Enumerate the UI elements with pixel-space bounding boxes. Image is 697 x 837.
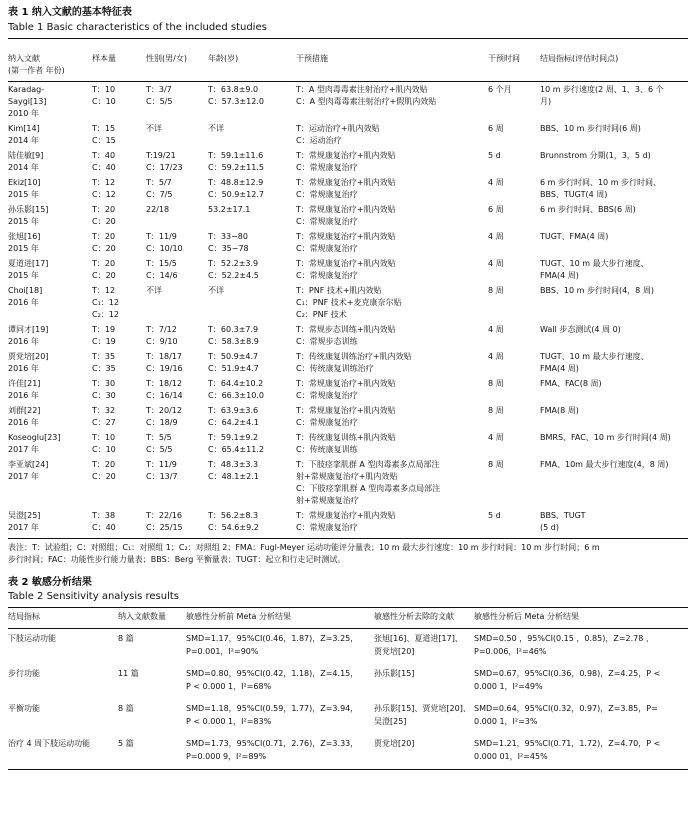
table-cell: T：10	[92, 433, 116, 442]
table-cell: T：7/12	[146, 325, 177, 334]
table-cell: C：5/5	[146, 445, 173, 454]
table-cell: Saygi[13]	[8, 97, 47, 106]
table-cell: 0.000 1，I²=3%	[474, 717, 538, 726]
table-cell: C：5/5	[146, 97, 173, 106]
table-cell: C：35	[92, 364, 116, 373]
table-cell: C：30	[92, 391, 116, 400]
table-cell: FMA(4 周)	[540, 271, 579, 280]
table-cell: SMD=0.64，95%CI(0.32，0.97)，Z=3.85，P=	[474, 704, 658, 713]
table-cell: 4 周	[488, 352, 504, 361]
table-cell: C：常规康复治疗	[296, 271, 358, 280]
table-cell: 6 周	[488, 124, 504, 133]
column-header: 结局指标	[8, 612, 40, 621]
table-cell: T：常规康复治疗+肌内效贴	[296, 232, 396, 241]
table-cell: 2010 年	[8, 109, 39, 118]
table-cell: T：18/17	[146, 352, 182, 361]
table1-header-rule	[8, 81, 688, 82]
table-cell: T：20/12	[146, 406, 182, 415]
table-cell: T：38	[92, 511, 116, 520]
table-cell: Koseoglu[23]	[8, 433, 61, 442]
table-cell: T：常规康复治疗+肌内效贴	[296, 205, 396, 214]
table-cell: 10 m 步行速度(2 周、1、3、6 个	[540, 85, 664, 94]
table-cell: P < 0.000 1，I²=83%	[186, 717, 272, 726]
table-cell: 2016 年	[8, 337, 39, 346]
table-cell: T：18/12	[146, 379, 182, 388]
table-cell: C：19/16	[146, 364, 183, 373]
table-cell: 5 d	[488, 511, 501, 520]
table1-note-line: 步行时间；FAC：功能性步行能力量表；BBS：Berg 平衡量表；TUGT：起立和行走记时测试。	[8, 555, 346, 564]
table-cell: T：50.9±4.7	[208, 352, 259, 361]
table-cell: T：20	[92, 232, 116, 241]
table-cell: TUGT、10 m 最大步行速度、	[540, 259, 649, 268]
table-cell: C：7/5	[146, 190, 173, 199]
table-cell: Wall 步态测试(4 周 0)	[540, 325, 621, 334]
table-cell: C：常规康复治疗	[296, 244, 358, 253]
table-cell: T：传统康复训练治疗+肌内效贴	[296, 352, 412, 361]
table-cell: T：60.3±7.9	[208, 325, 259, 334]
table1-top-rule	[8, 38, 688, 39]
table-cell: C：14/6	[146, 271, 178, 280]
table-cell: T：30	[92, 379, 116, 388]
table-cell: T：5/7	[146, 178, 172, 187]
table-cell: FMA(4 周)	[540, 364, 579, 373]
table-cell: T：33−80	[208, 232, 248, 241]
table-cell: C：常规步态训练	[296, 337, 358, 346]
table-cell: T：下肢痉挛肌群 A 型肉毒素多点局部注	[296, 460, 440, 469]
table2-header-rule	[8, 628, 688, 629]
table-cell: 2017 年	[8, 472, 39, 481]
column-header: 敏感性分析后 Meta 分析结果	[474, 612, 579, 621]
table-cell: 4 周	[488, 325, 504, 334]
table-cell: 4 周	[488, 232, 504, 241]
table-cell: 8 篇	[118, 704, 134, 713]
table-cell: C：40	[92, 163, 116, 172]
table-cell: C：下肢痉挛肌群 A 型肉毒素多点局部注	[296, 484, 441, 493]
table-cell: C：54.6±9.2	[208, 523, 259, 532]
table-cell: 0.000 01，I²=45%	[474, 752, 548, 761]
column-header: (第一作者 年份)	[8, 66, 65, 75]
table-cell: P=0.001，I²=90%	[186, 647, 259, 656]
table-cell: C：25/15	[146, 523, 183, 532]
table-cell: C：运动治疗	[296, 136, 342, 145]
table-cell: T：48.8±12.9	[208, 178, 264, 187]
table-cell: T：15	[92, 124, 116, 133]
table-cell: C：20	[92, 472, 116, 481]
table-cell: 8 周	[488, 460, 504, 469]
table-cell: C：10	[92, 445, 116, 454]
table-cell: 治疗 4 周下肢运动功能	[8, 739, 91, 748]
table-cell: T：PNF 技术+肌内效贴	[296, 286, 382, 295]
table-cell: T：19	[92, 325, 116, 334]
table-cell: T：常规康复治疗+肌内效贴	[296, 178, 396, 187]
table-cell: C：传统康复训练治疗	[296, 364, 374, 373]
table-cell: 张旭[16]、夏道进[17]、	[374, 634, 463, 643]
table-cell: C：65.4±11.2	[208, 445, 264, 454]
table-cell: C：常规康复治疗	[296, 217, 358, 226]
table2-title-en: Table 2 Sensitivity analysis results	[8, 591, 179, 602]
table-cell: 不详	[146, 286, 162, 295]
table-cell: 不详	[208, 286, 224, 295]
table-cell: C：66.3±10.0	[208, 391, 264, 400]
table-cell: C：20	[92, 244, 116, 253]
table-cell: C：常规康复治疗	[296, 391, 358, 400]
table-cell: C：48.1±2.1	[208, 472, 259, 481]
table-cell: 2015 年	[8, 190, 39, 199]
table-cell: 射+常规康复治疗+肌内效贴	[296, 472, 398, 481]
table-cell: SMD=0.50 ，95%CI(0.15 ，0.85)，Z=2.78 ，	[474, 634, 654, 643]
table-cell: 6 周	[488, 205, 504, 214]
table-cell: FMA(8 周)	[540, 406, 579, 415]
table-cell: C：35−78	[208, 244, 249, 253]
table-cell: BBS、TUGT	[540, 511, 586, 520]
table-cell: C：16/14	[146, 391, 183, 400]
table-cell: C：58.3±8.9	[208, 337, 259, 346]
table-cell: T：56.2±8.3	[208, 511, 259, 520]
table-cell: 李亚斌[24]	[8, 460, 49, 469]
table1-title-en: Table 1 Basic characteristics of the included studies	[8, 22, 267, 33]
table-cell: C：64.2±4.1	[208, 418, 259, 427]
table-cell: BMRS、FAC、10 m 步行时间(4 周)	[540, 433, 671, 442]
table-cell: Karadag-	[8, 85, 45, 94]
table-cell: BBS、TUGT(4 周)	[540, 190, 608, 199]
table-cell: 2017 年	[8, 445, 39, 454]
table-cell: 刘群[22]	[8, 406, 41, 415]
table-cell: 5 篇	[118, 739, 134, 748]
table-cell: T：20	[92, 259, 116, 268]
table-cell: 5 d	[488, 151, 501, 160]
table-cell: 6 m 步行时间、10 m 步行时间、	[540, 178, 662, 187]
column-header: 年龄(岁)	[208, 54, 239, 63]
table-cell: T：常规康复治疗+肌内效贴	[296, 151, 396, 160]
table-cell: T：11/9	[146, 232, 177, 241]
table-cell: C₂：12	[92, 310, 119, 319]
table-cell: T:19/21	[146, 151, 176, 160]
table-cell: C₂：PNF 技术	[296, 310, 347, 319]
table-cell: C：A 型肉毒毒素注射治疗+假肌内效贴	[296, 97, 437, 106]
table-cell: 贾党培[20]	[8, 352, 49, 361]
table-cell: 月)	[540, 97, 552, 106]
table-cell: 2016 年	[8, 418, 39, 427]
table-cell: T：20	[92, 460, 116, 469]
table-cell: T：常规康复治疗+肌内效贴	[296, 511, 396, 520]
table-cell: C：57.3±12.0	[208, 97, 264, 106]
table-cell: 下肢运动功能	[8, 634, 56, 643]
table-cell: T：59.1±9.2	[208, 433, 259, 442]
table-cell: 孙乐影[15]	[8, 205, 49, 214]
table-cell: C₁：PNF 技术+麦克康奈尔贴	[296, 298, 402, 307]
table-cell: 4 周	[488, 259, 504, 268]
table-cell: C₁：12	[92, 298, 119, 307]
table-cell: SMD=0.67，95%CI(0.36，0.98)，Z=4.25，P <	[474, 669, 661, 678]
table-cell: SMD=1.17，95%CI(0.46，1.87)，Z=3.25，	[186, 634, 359, 643]
column-header: 敏感性分析前 Meta 分析结果	[186, 612, 291, 621]
table-cell: 步行功能	[8, 669, 40, 678]
table-cell: C：19	[92, 337, 116, 346]
table-cell: FMA、10m 最大步行速度(4，8 周)	[540, 460, 669, 469]
table1-note-line: 表注：T：试验组；C：对照组；C₁：对照组 1；C₂：对照组 2；FMA：Fugl-Meyer 运动功能评分量表；10 m 最大步行速度：10 m 步行时间：10 m 步行时间；6 m	[8, 543, 600, 552]
table-cell: T：59.1±11.6	[208, 151, 264, 160]
table-cell: (5 d)	[540, 523, 559, 532]
table-cell: SMD=1.18，95%CI(0.59，1.77)，Z=3.94，	[186, 704, 359, 713]
table-cell: SMD=1.21，95%CI(0.71，1.72)，Z=4.70，P <	[474, 739, 661, 748]
table-cell: T：22/16	[146, 511, 182, 520]
table-cell: T：常规康复治疗+肌内效贴	[296, 379, 396, 388]
table-cell: TUGT、10 m 最大步行速度、	[540, 352, 649, 361]
table-cell: C：传统康复训练	[296, 445, 358, 454]
table-cell: P < 0.000 1，I²=68%	[186, 682, 272, 691]
table-cell: 吴澄[25]	[374, 717, 407, 726]
table-cell: P=0.000 9，I²=89%	[186, 752, 267, 761]
column-header: 纳入文献数量	[118, 612, 166, 621]
table-cell: 夏道进[17]	[8, 259, 49, 268]
table-cell: T：常规步态训练+肌内效贴	[296, 325, 396, 334]
table-cell: TUGT、FMA(4 周)	[540, 232, 609, 241]
table2-title-zh: 表 2 敏感分析结果	[8, 577, 92, 588]
table-cell: C：常规康复治疗	[296, 418, 358, 427]
table-cell: 22/18	[146, 205, 170, 214]
column-header: 性别(男/女)	[146, 54, 187, 63]
table-cell: T：40	[92, 151, 116, 160]
table-cell: 4 周	[488, 178, 504, 187]
table-cell: 0.000 1，I²=49%	[474, 682, 543, 691]
table-cell: C：51.9±4.7	[208, 364, 259, 373]
table-cell: T：A 型肉毒毒素注射治疗+肌内效贴	[296, 85, 428, 94]
table-cell: T：12	[92, 178, 116, 187]
table-cell: C：10/10	[146, 244, 183, 253]
column-header: 敏感性分析去除的文献	[374, 612, 454, 621]
table-cell: 53.2±17.1	[208, 205, 251, 214]
table-cell: 8 周	[488, 286, 504, 295]
table-cell: 谭同才[19]	[8, 325, 49, 334]
table-cell: 张旭[16]	[8, 232, 41, 241]
table-cell: T：15/5	[146, 259, 177, 268]
table-cell: T：20	[92, 205, 116, 214]
table1-note	[8, 542, 688, 566]
table-cell: Choi[18]	[8, 286, 43, 295]
table-cell: C：18/9	[146, 418, 178, 427]
table-cell: 2016 年	[8, 364, 39, 373]
table-cell: 不详	[146, 124, 162, 133]
table-cell: 4 周	[488, 433, 504, 442]
table-cell: C：20	[92, 271, 116, 280]
table-cell: 2016 年	[8, 298, 39, 307]
table-cell: 8 周	[488, 379, 504, 388]
table-cell: C：52.2±4.5	[208, 271, 259, 280]
table-cell: T：传统康复训练+肌内效贴	[296, 433, 396, 442]
column-header: 干预措施	[296, 54, 328, 63]
table-cell: Ekiz[10]	[8, 178, 41, 187]
table-cell: BBS、10 m 步行时间(6 周)	[540, 124, 641, 133]
table-cell: C：常规康复治疗	[296, 163, 358, 172]
table-cell: 2014 年	[8, 136, 39, 145]
table2-bottom-rule	[8, 769, 688, 770]
table-cell: T：常规康复治疗+肌内效贴	[296, 259, 396, 268]
table-cell: T：运动治疗+肌内效贴	[296, 124, 380, 133]
table-cell: T：48.3±3.3	[208, 460, 259, 469]
table-cell: 孙乐影[15]	[374, 669, 415, 678]
table-cell: C：10	[92, 97, 116, 106]
table-cell: C：40	[92, 523, 116, 532]
table-cell: C：50.9±12.7	[208, 190, 264, 199]
table-cell: 陆佳敏[9]	[8, 151, 44, 160]
table-cell: T：5/5	[146, 433, 172, 442]
table-cell: 2016 年	[8, 391, 39, 400]
table-cell: T：11/9	[146, 460, 177, 469]
table-cell: C：常规康复治疗	[296, 190, 358, 199]
table-cell: 不详	[208, 124, 224, 133]
table-cell: T：63.9±3.6	[208, 406, 259, 415]
table-cell: SMD=1.73，95%CI(0.71，2.76)，Z=3.33，	[186, 739, 359, 748]
table-cell: 8 周	[488, 406, 504, 415]
table-cell: T：常规康复治疗+肌内效贴	[296, 406, 396, 415]
table-cell: T：10	[92, 85, 116, 94]
table-cell: C：27	[92, 418, 116, 427]
table-cell: C：20	[92, 217, 116, 226]
table1-title-zh: 表 1 纳入文献的基本特征表	[8, 7, 132, 18]
table-cell: C：9/10	[146, 337, 178, 346]
table-cell: SMD=0.80，95%CI(0.42，1.18)，Z=4.15，	[186, 669, 359, 678]
table-cell: 6 个月	[488, 85, 512, 94]
table-cell: C：13/7	[146, 472, 178, 481]
table-cell: T：35	[92, 352, 116, 361]
table-cell: 2014 年	[8, 163, 39, 172]
table-cell: T：32	[92, 406, 116, 415]
table2-top-rule	[8, 607, 688, 608]
table-cell: 11 篇	[118, 669, 139, 678]
table-cell: 2017 年	[8, 523, 39, 532]
table-cell: T：63.8±9.0	[208, 85, 259, 94]
table-cell: 贾党培[20]	[374, 739, 415, 748]
table-cell: 6 m 步行时间、BBS(6 周)	[540, 205, 636, 214]
column-header: 纳入文献	[8, 54, 40, 63]
table-cell: C：17/23	[146, 163, 183, 172]
table-cell: 吴澄[25]	[8, 511, 41, 520]
table-cell: T：12	[92, 286, 116, 295]
table-cell: T：64.4±10.2	[208, 379, 264, 388]
table-cell: P=0.006，I²=46%	[474, 647, 547, 656]
table-cell: 许佳[21]	[8, 379, 41, 388]
column-header: 样本量	[92, 54, 116, 63]
table-cell: Kim[14]	[8, 124, 40, 133]
table-cell: BBS、10 m 步行时间(4，8 周)	[540, 286, 654, 295]
table-cell: 2015 年	[8, 271, 39, 280]
table-cell: C：59.2±11.5	[208, 163, 264, 172]
table-cell: 贾党培[20]	[374, 647, 415, 656]
column-header: 干预时间	[488, 54, 520, 63]
table-cell: 平衡功能	[8, 704, 40, 713]
table-cell: C：15	[92, 136, 116, 145]
table-cell: T：52.2±3.9	[208, 259, 259, 268]
table-cell: C：常规康复治疗	[296, 523, 358, 532]
table1-bottom-rule	[8, 538, 688, 539]
table-cell: 8 篇	[118, 634, 134, 643]
table-cell: 孙乐影[15]、贾党培[20]、	[374, 704, 471, 713]
table-cell: 2015 年	[8, 244, 39, 253]
table-cell: 射+常规康复治疗	[296, 496, 359, 505]
table-cell: Brunnstrom 分期(1，3，5 d)	[540, 151, 651, 160]
column-header: 结局指标(评估时间点)	[540, 54, 619, 63]
table-cell: T：3/7	[146, 85, 172, 94]
table-cell: C：12	[92, 190, 116, 199]
table-cell: FMA、FAC(8 周)	[540, 379, 602, 388]
table-cell: 2015 年	[8, 217, 39, 226]
